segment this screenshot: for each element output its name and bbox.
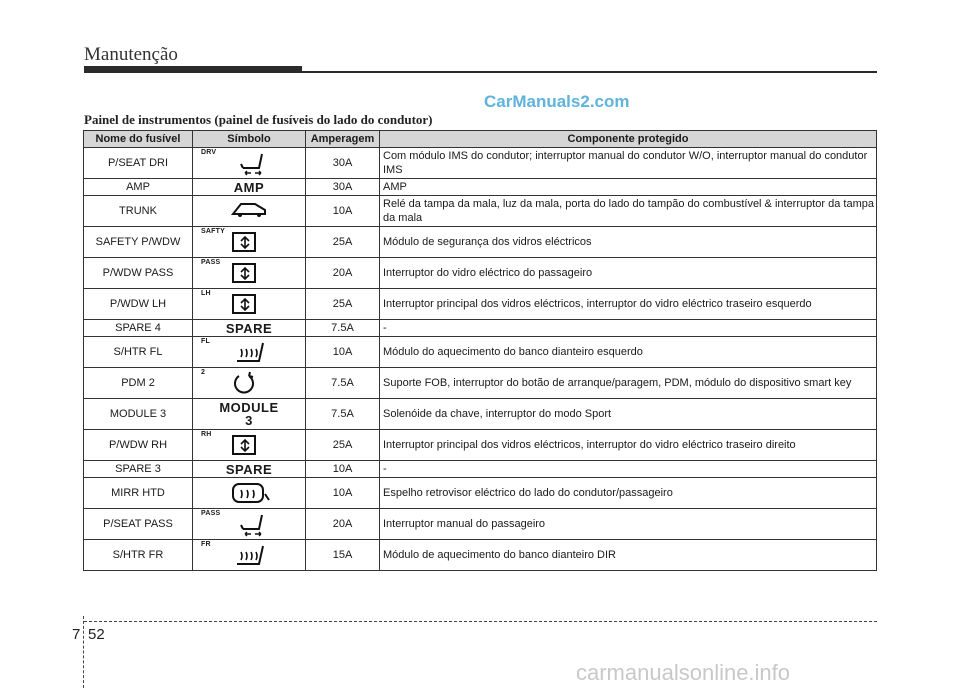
fuse-name: SAFETY P/WDW <box>84 227 193 258</box>
fuse-component: Relé da tampa da mala, luz da mala, porta do lado do tampão do combustível & interruptor da tampa da mala <box>380 196 877 227</box>
fuse-symbol <box>193 196 306 227</box>
symbol-label: FL <box>201 338 210 345</box>
symbol-text: SPARE <box>225 320 273 336</box>
page-number: 52 <box>88 626 105 643</box>
chapter-title: Manutenção <box>84 44 178 65</box>
table-row <box>84 461 877 478</box>
fuse-name: MIRR HTD <box>84 478 193 509</box>
fuse-symbol <box>193 227 306 258</box>
fuse-name: P/WDW PASS <box>84 258 193 289</box>
chapter-number: 7 <box>72 626 81 643</box>
symbol-label: RH <box>201 431 212 438</box>
fuse-component: Espelho retrovisor eléctrico do lado do condutor/passageiro <box>380 478 877 509</box>
fuse-component: Interruptor do vidro eléctrico do passageiro <box>380 258 877 289</box>
header-component: Componente protegido <box>380 131 877 148</box>
fuse-name: TRUNK <box>84 196 193 227</box>
fuse-amperage: 7.5A <box>306 368 380 399</box>
seat-icon <box>229 511 269 540</box>
fuse-amperage: 25A <box>306 289 380 320</box>
fuse-amperage: 25A <box>306 227 380 258</box>
symbol-text: SPARE <box>225 461 273 477</box>
fuse-symbol <box>193 148 306 179</box>
table-row <box>84 509 877 540</box>
symbol-text-line2: 3 <box>245 413 253 428</box>
fuse-component: Módulo de aquecimento do banco dianteiro DIR <box>380 540 877 571</box>
table-row <box>84 179 877 196</box>
symbol-text: AMP <box>233 179 265 195</box>
fuse-amperage: 7.5A <box>306 320 380 337</box>
fuse-component: - <box>380 461 877 478</box>
fuse-amperage: 20A <box>306 509 380 540</box>
fuse-name: SPARE 4 <box>84 320 193 337</box>
table-row <box>84 540 877 571</box>
symbol-label: SAFTY <box>201 228 225 235</box>
header-fuse-name: Nome do fusível <box>84 131 193 148</box>
fuse-component: Interruptor principal dos vidros eléctricos, interruptor do vidro eléctrico traseiro direito <box>380 430 877 461</box>
table-row <box>84 289 877 320</box>
fuse-component: Suporte FOB, interruptor do botão de arranque/paragem, PDM, módulo do dispositivo smart key <box>380 368 877 399</box>
fuse-name: S/HTR FL <box>84 337 193 368</box>
fuse-amperage: 15A <box>306 540 380 571</box>
fuse-amperage: 10A <box>306 337 380 368</box>
fuse-name: P/WDW LH <box>84 289 193 320</box>
table-row <box>84 227 877 258</box>
table-row <box>84 320 877 337</box>
fuse-symbol <box>193 540 306 571</box>
header-rule-thin <box>302 71 877 73</box>
trunk-icon <box>229 198 269 223</box>
fuse-name: S/HTR FR <box>84 540 193 571</box>
fuse-name: P/SEAT DRI <box>84 148 193 179</box>
fuse-symbol <box>193 258 306 289</box>
fuse-amperage: 10A <box>306 478 380 509</box>
fuse-name: PDM 2 <box>84 368 193 399</box>
fuse-name: P/WDW RH <box>84 430 193 461</box>
window-icon <box>229 260 259 287</box>
seat-heater-icon <box>229 542 269 571</box>
table-row <box>84 337 877 368</box>
fuse-symbol <box>193 337 306 368</box>
header-amperage: Amperagem <box>306 131 380 148</box>
table-row <box>84 430 877 461</box>
fuse-symbol <box>193 478 306 509</box>
fuse-amperage: 30A <box>306 148 380 179</box>
symbol-text: MODULE <box>219 400 279 415</box>
fuse-symbol <box>193 320 306 337</box>
table-row <box>84 368 877 399</box>
fuse-symbol <box>193 179 306 196</box>
fuse-component: - <box>380 320 877 337</box>
fuse-amperage: 30A <box>306 179 380 196</box>
fuse-name: MODULE 3 <box>84 399 193 430</box>
fuse-component: AMP <box>380 179 877 196</box>
symbol-label: LH <box>201 290 211 297</box>
fuse-symbol <box>193 430 306 461</box>
symbol-label: DRV <box>201 149 217 156</box>
window-icon <box>229 229 259 256</box>
power-icon <box>229 370 259 399</box>
fuse-name: P/SEAT PASS <box>84 509 193 540</box>
mirror-heater-icon <box>229 480 273 509</box>
fuse-symbol <box>193 368 306 399</box>
header-symbol: Símbolo <box>193 131 306 148</box>
fuse-amperage: 10A <box>306 461 380 478</box>
window-icon <box>229 291 259 318</box>
fuse-symbol <box>193 509 306 540</box>
footer-rule <box>84 621 877 622</box>
fuse-component: Com módulo IMS do condutor; interruptor manual do condutor W/O, interruptor manual do condutor IMS <box>380 148 877 179</box>
fuse-amperage: 20A <box>306 258 380 289</box>
fuse-component: Módulo de segurança dos vidros eléctricos <box>380 227 877 258</box>
symbol-label: PASS <box>201 510 221 517</box>
symbol-label: 2 <box>201 369 206 376</box>
table-row <box>84 148 877 179</box>
table-row <box>84 399 877 430</box>
fuse-name: SPARE 3 <box>84 461 193 478</box>
fuse-symbol <box>193 289 306 320</box>
section-title: Painel de instrumentos (painel de fusíveis do lado do condutor) <box>84 112 433 127</box>
table-row <box>84 478 877 509</box>
fuse-table <box>83 130 877 571</box>
window-icon <box>229 432 259 459</box>
fuse-component: Interruptor manual do passageiro <box>380 509 877 540</box>
fuse-symbol <box>193 461 306 478</box>
fuse-name: AMP <box>84 179 193 196</box>
table-row <box>84 258 877 289</box>
watermark-top: CarManuals2.com <box>484 92 630 111</box>
fuse-amperage: 7.5A <box>306 399 380 430</box>
fuse-symbol <box>193 399 306 430</box>
seat-heater-icon <box>229 339 269 368</box>
fuse-component: Solenóide da chave, interruptor do modo Sport <box>380 399 877 430</box>
table-header-row <box>84 131 877 148</box>
symbol-label: PASS <box>201 259 221 266</box>
table-row <box>84 196 877 227</box>
fuse-amperage: 25A <box>306 430 380 461</box>
header-rule-thick <box>84 66 302 73</box>
fuse-component: Módulo do aquecimento do banco dianteiro esquerdo <box>380 337 877 368</box>
footer-divider <box>83 616 84 688</box>
fuse-amperage: 10A <box>306 196 380 227</box>
symbol-label: FR <box>201 541 211 548</box>
watermark-bottom: carmanualsonline.info <box>576 660 791 685</box>
seat-icon <box>229 150 269 179</box>
fuse-component: Interruptor principal dos vidros eléctricos, interruptor do vidro eléctrico traseiro esquerdo <box>380 289 877 320</box>
